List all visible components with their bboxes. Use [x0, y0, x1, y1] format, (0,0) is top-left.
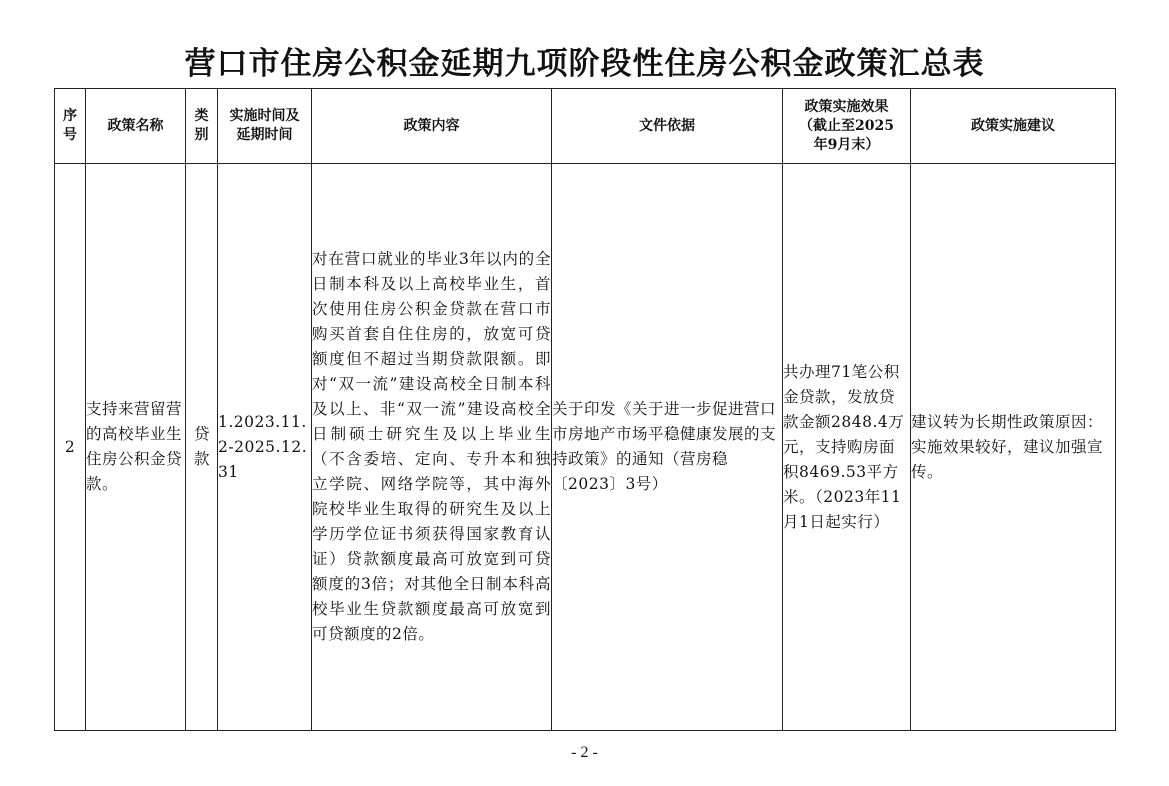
- policy-table: [54, 88, 1116, 731]
- page-number: - 2 -: [571, 744, 598, 761]
- cell-policy-name: 支持来营留营的高校毕业生住房公积金贷款。: [86, 164, 186, 731]
- cell-time: 1.2023.11.2-2025.12.31: [218, 164, 312, 731]
- header-type: 类别: [186, 89, 218, 164]
- header-effect: 政策实施效果（截止至2025年9月末）: [783, 89, 911, 164]
- header-no: 序号: [55, 89, 86, 164]
- table-row: [55, 164, 1116, 731]
- header-basis: 文件依据: [552, 89, 783, 164]
- header-name: 政策名称: [86, 89, 186, 164]
- table-header-row: [55, 89, 1116, 164]
- cell-category: 贷款: [186, 164, 218, 731]
- header-time: 实施时间及延期时间: [218, 89, 312, 164]
- cell-content: 对在营口就业的毕业3年以内的全日制本科及以上高校毕业生，首次使用住房公积金贷款在营口市购买首套自住住房的，放宽可贷额度但不超过当期贷款限额。即对“双一流”建设高校全日制本科及以上、非“双一流”建设高校全日制硕士研究生及以上毕业生（不含委培、定向、专升本和独立学院、网络学院等，其中海外院校毕业生取得的研究生及以上学历学位证书须获得国家教育认证）贷款额度最高可放宽到可贷额度的3倍；对其他全日制本科高校毕业生贷款额度最高可放宽到可贷额度的2倍。: [312, 164, 552, 731]
- document-title: 营口市住房公积金延期九项阶段性住房公积金政策汇总表: [184, 46, 985, 82]
- cell-advice: 建议转为长期性政策原因：实施效果较好，建议加强宣传。: [911, 164, 1116, 731]
- header-content: 政策内容: [312, 89, 552, 164]
- cell-effect: 共办理71笔公积金贷款，发放贷款金额2848.4万元，支持购房面积8469.53平方米。（2023年11月1日起实行）: [783, 164, 911, 731]
- header-advice: 政策实施建议: [911, 89, 1116, 164]
- cell-no: 2: [55, 164, 86, 731]
- cell-basis: 关于印发《关于进一步促进营口市房地产市场平稳健康发展的支持政策》的通知（营房稳〔2023〕3号）: [552, 164, 783, 731]
